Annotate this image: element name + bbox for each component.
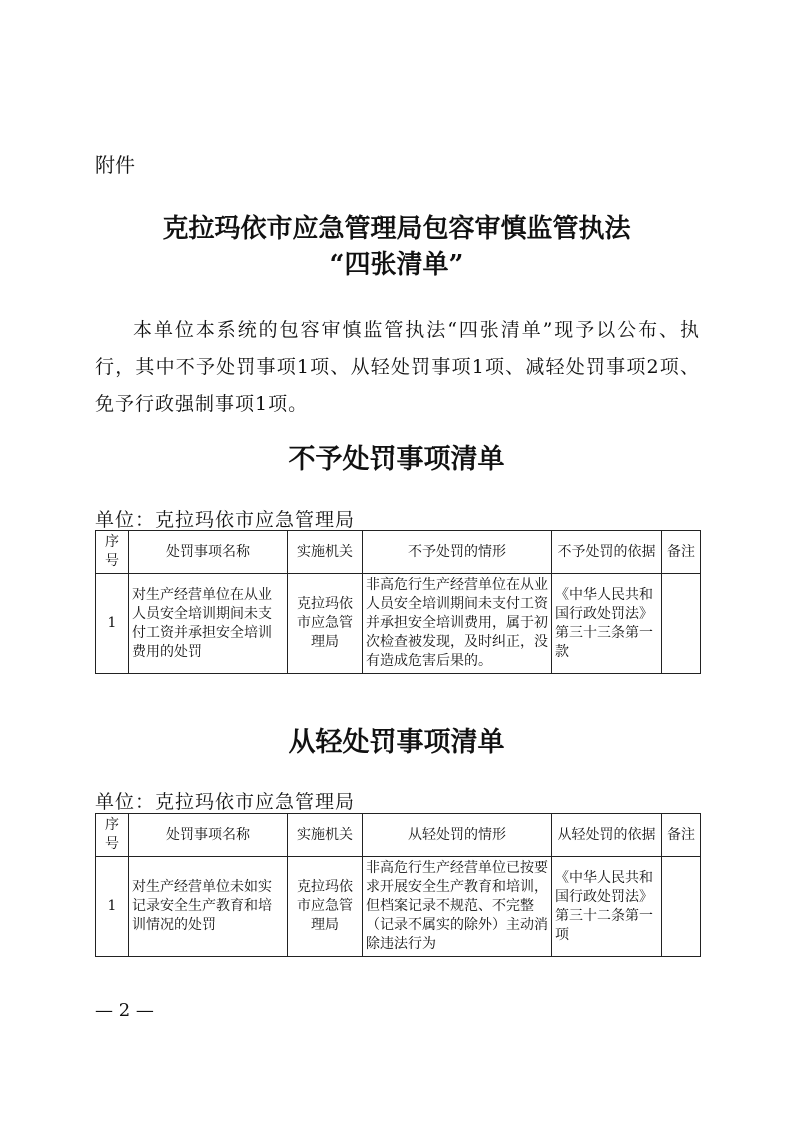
section2-title: 从轻处罚事项清单 — [288, 727, 505, 758]
header-agency: 实施机关 — [288, 814, 363, 857]
header-remark: 备注 — [662, 531, 701, 574]
cell-item-name: 对生产经营单位未如实记录安全生产教育和培训情况的处罚 — [129, 857, 288, 957]
table-row — [96, 574, 701, 674]
header-situation: 不予处罚的情形 — [363, 531, 552, 574]
cell-no: 1 — [96, 857, 129, 957]
header-no: 序号 — [96, 814, 129, 857]
document-title-line2: “四张清单” — [329, 250, 464, 280]
cell-agency: 克拉玛依市应急管理局 — [288, 857, 363, 957]
section2-unit: 单位：克拉玛依市应急管理局 — [95, 791, 356, 813]
cell-remark — [662, 857, 701, 957]
table-header-row — [96, 531, 701, 574]
lighter-penalty-table — [95, 813, 701, 957]
cell-remark — [662, 574, 701, 674]
header-item-name: 处罚事项名称 — [129, 531, 288, 574]
section1-title: 不予处罚事项清单 — [288, 444, 505, 475]
header-situation: 从轻处罚的情形 — [363, 814, 552, 857]
section1-unit: 单位：克拉玛依市应急管理局 — [95, 509, 356, 531]
cell-situation: 非高危行生产经营单位在从业人员安全培训期间未支付工资并承担安全培训费用，属于初次检查被发现，及时纠正，没有造成危害后果的。 — [363, 574, 552, 674]
table-header-row — [96, 814, 701, 857]
cell-basis: 《中华人民共和国行政处罚法》第三十三条第一款 — [552, 574, 662, 674]
cell-no: 1 — [96, 574, 129, 674]
header-basis: 从轻处罚的依据 — [552, 814, 662, 857]
header-remark: 备注 — [662, 814, 701, 857]
cell-situation: 非高危行生产经营单位已按要求开展安全生产教育和培训，但档案记录不规范、不完整（记录不属实的除外）主动消除违法行为 — [363, 857, 552, 957]
attachment-label: 附件 — [95, 153, 135, 177]
intro-paragraph: 本单位本系统的包容审慎监管执法“四张清单”现予以公布、执行，其中不予处罚事项1项、从轻处罚事项1项、减轻处罚事项2项、免予行政强制事项1项。 — [95, 319, 700, 415]
cell-agency: 克拉玛依市应急管理局 — [288, 574, 363, 674]
cell-item-name: 对生产经营单位在从业人员安全培训期间未支付工资并承担安全培训费用的处罚 — [129, 574, 288, 674]
header-basis: 不予处罚的依据 — [552, 531, 662, 574]
header-item-name: 处罚事项名称 — [129, 814, 288, 857]
document-title-line1: 克拉玛依市应急管理局包容审慎监管执法 — [162, 214, 631, 244]
cell-basis: 《中华人民共和国行政处罚法》第三十二条第一项 — [552, 857, 662, 957]
page-number: — 2 — — [95, 1000, 154, 1021]
no-penalty-table — [95, 530, 701, 674]
header-agency: 实施机关 — [288, 531, 363, 574]
header-no: 序号 — [96, 531, 129, 574]
table-row — [96, 857, 701, 957]
